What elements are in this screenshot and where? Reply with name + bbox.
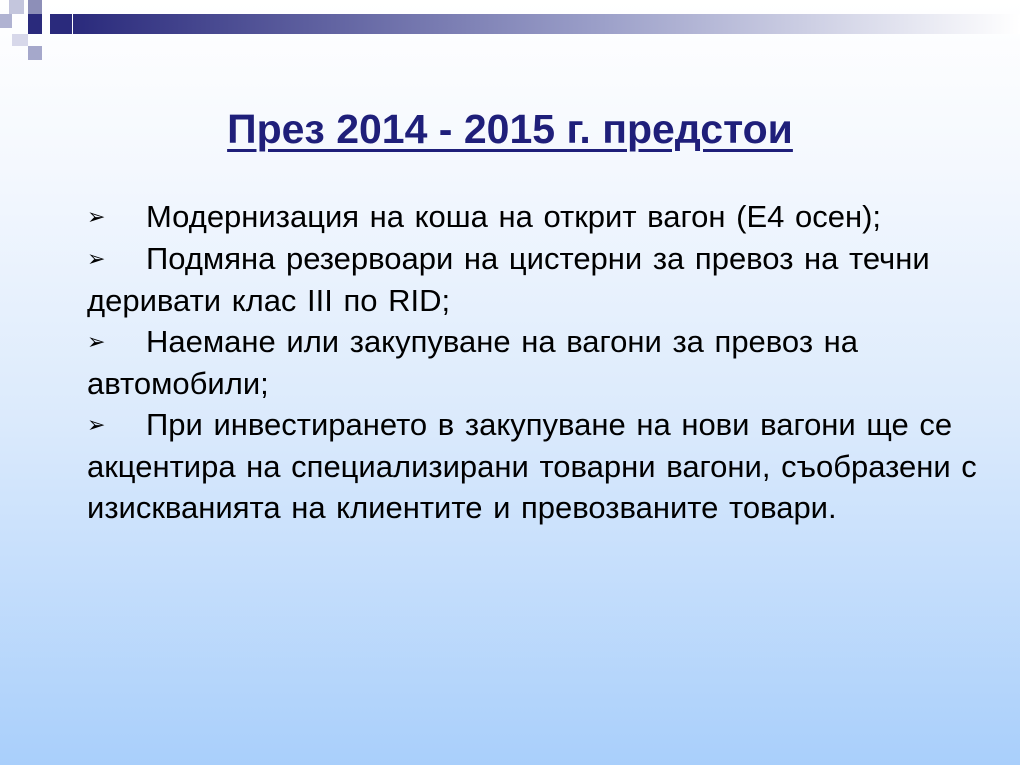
arrow-bullet-icon: ➢	[87, 205, 106, 230]
bullet-text: Подмяна резервоари на цистерни за превоз на течни деривати клас III по RID;	[87, 241, 930, 318]
list-item	[87, 238, 987, 321]
bullet-text: Модернизация на коша на открит вагон (Е4 осен);	[146, 199, 882, 234]
list-item	[87, 404, 987, 528]
slide-title: През 2014 - 2015 г. предстои	[227, 106, 793, 152]
corner-decoration	[0, 0, 1020, 60]
bullet-text: Наемане или закупуване на вагони за превоз на автомобили;	[87, 324, 858, 401]
arrow-bullet-icon: ➢	[87, 413, 106, 438]
bullet-text: При инвестирането в закупуване на нови вагони ще се акцентира на специализирани товарни вагони, съобразени с изискванията на клиентите и превозваните товари.	[87, 407, 977, 525]
arrow-bullet-icon: ➢	[87, 247, 106, 272]
list-item	[87, 196, 987, 238]
bullet-list	[87, 196, 987, 528]
arrow-bullet-icon: ➢	[87, 330, 106, 355]
list-item	[87, 321, 987, 404]
